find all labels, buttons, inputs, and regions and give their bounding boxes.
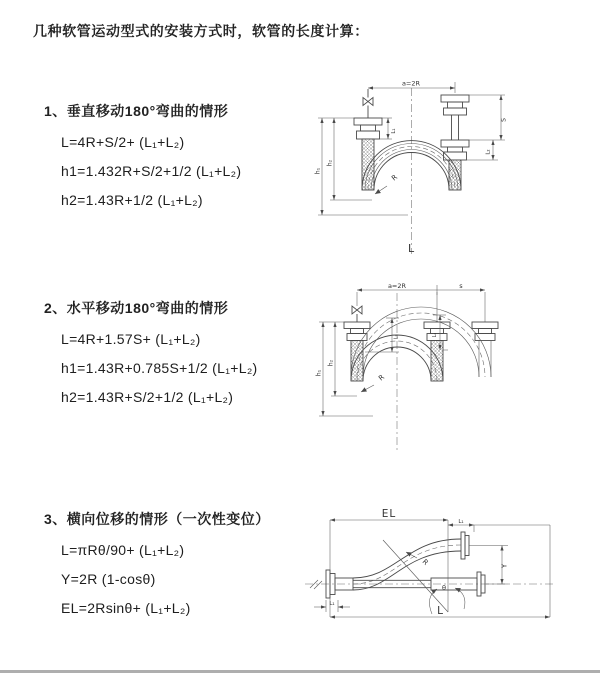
dim-label-l2: L₂ — [485, 149, 492, 155]
dim-top-span — [357, 282, 485, 322]
dim-label-radius: R — [420, 557, 430, 567]
formula: L=4R+S/2+ (L₁+L₂) — [61, 134, 185, 150]
formula: L=πRθ/90+ (L₁+L₂) — [61, 542, 185, 558]
section-1-heading: 1、垂直移动180°弯曲的情形 — [44, 103, 229, 119]
formula: h1=1.43R+0.785S+1/2 (L₁+L₂) — [61, 360, 258, 376]
dim-label-l1-left: L₁ — [329, 601, 335, 607]
valve-icon — [352, 306, 362, 322]
dim-label-h2: h₂ — [327, 359, 335, 367]
dim-fitting-top — [448, 519, 550, 617]
mid-fitting — [424, 322, 450, 381]
dim-h2 — [327, 118, 336, 200]
dim-label-travel: s — [459, 282, 463, 290]
formula: h2=1.43R+1/2 (L₁+L₂) — [61, 192, 203, 208]
dim-length — [330, 598, 550, 619]
dim-offset-s — [461, 95, 508, 160]
dim-h1 — [316, 322, 325, 416]
upper-flange-displaced — [461, 532, 469, 559]
dim-label-a2r: a=2R — [387, 282, 407, 290]
dim-label-h1: h₁ — [314, 167, 322, 175]
dim-label-a2r: a=2R — [401, 79, 421, 88]
diagram-horizontal-180 — [313, 281, 600, 461]
dim-label-radius: R — [377, 373, 387, 383]
dim-label-l1-top: L₁ — [458, 519, 464, 525]
radius-callout — [375, 173, 399, 194]
right-fitting — [472, 322, 498, 377]
formula: Y=2R (1-cosθ) — [61, 571, 156, 587]
section-1 — [44, 101, 241, 208]
break-mark — [310, 580, 322, 589]
dim-label-s: S — [500, 118, 508, 122]
dim-label-h1: h₁ — [315, 369, 323, 377]
right-fitting — [441, 95, 469, 190]
hose-displaced — [353, 539, 461, 590]
formula: L=4R+1.57S+ (L₁+L₂) — [61, 331, 201, 347]
dim-label-theta: θ — [442, 584, 446, 592]
section-3-heading: 3、横向位移的情形（一次性变位） — [44, 511, 270, 527]
dim-label-l1: L₁ — [391, 128, 397, 134]
dim-label-y: Y — [500, 563, 509, 569]
scan-artifact-line — [0, 670, 600, 673]
dim-label-h2: h₂ — [326, 159, 334, 167]
dim-fitting-left — [314, 600, 350, 612]
dim-label-length: L — [408, 242, 415, 255]
section-3 — [44, 509, 270, 616]
valve-icon — [363, 89, 373, 118]
dim-h2 — [328, 322, 337, 396]
formula: EL=2Rsinθ+ (L₁+L₂) — [61, 600, 191, 616]
dim-label-radius: R — [390, 173, 400, 183]
dim-label-length: L — [437, 605, 443, 617]
section-2 — [44, 298, 258, 405]
section-2-heading: 2、水平移动180°弯曲的情形 — [44, 300, 229, 316]
dim-el — [330, 508, 448, 612]
dim-label-l2: L₂ — [432, 332, 438, 338]
formula: h1=1.432R+S/2+1/2 (L₁+L₂) — [61, 163, 242, 179]
page-title: 几种软管运动型式的安装方式时，软管的长度计算： — [33, 23, 369, 39]
formula: h2=1.43R+S/2+1/2 (L₁+L₂) — [61, 389, 234, 405]
dim-h1 — [315, 118, 324, 215]
diagram-lateral-displacement — [298, 494, 600, 656]
dim-label-el: EL — [381, 508, 397, 520]
dim-label-l1: L₁ — [393, 334, 400, 340]
radius-callout — [361, 373, 386, 392]
diagram-vertical-180 — [308, 68, 588, 263]
